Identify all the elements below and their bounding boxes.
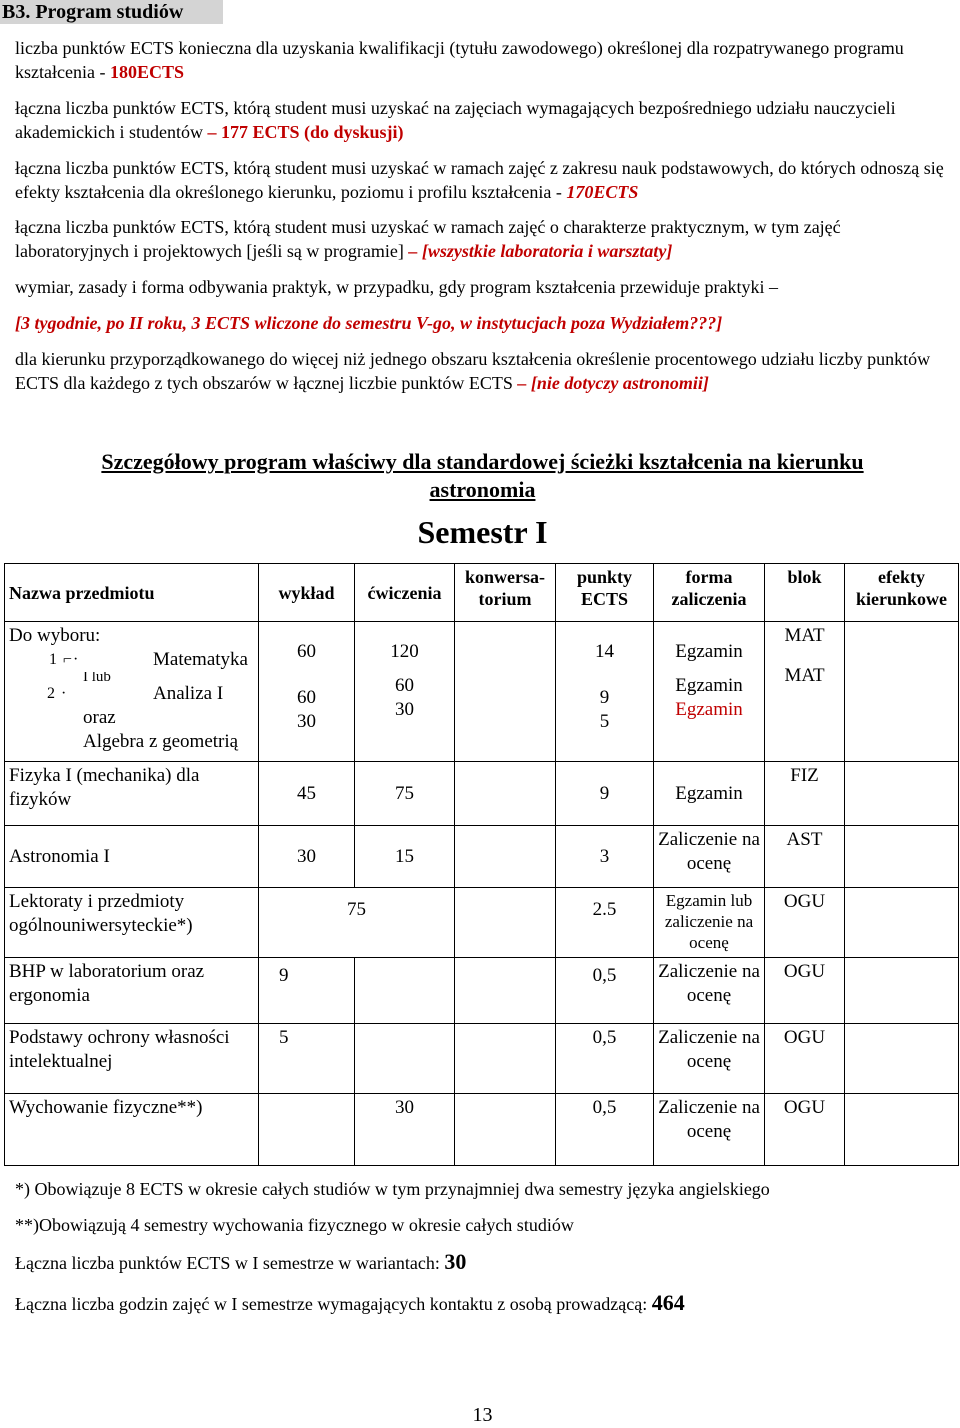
header-cell: ćwiczenia [355,564,455,622]
efekty-cell [845,762,959,826]
konwersatorium-cell [455,826,556,888]
cwiczenia-cell [355,622,455,762]
ects-cell: 0,5 [556,958,654,1024]
table-row [5,888,959,958]
para-text: dla kierunku przyporządkowanego do więcej niż jednego obszaru kształcenia określenie procentowego udziału liczby punktów ECTS dla każdego z tych obszarów w łącznej liczbie punktów ECTS [15,349,931,393]
efekty-cell [845,622,959,762]
total-ects [15,1250,466,1275]
total-hours-label: Łączna liczba godzin zajęć w I semestrze wymagających kontaktu z osobą prowadzącą: [15,1294,652,1314]
konwersatorium-cell [455,888,556,958]
footnote-lektoraty: *) Obowiązuje 8 ECTS w okresie całych studiów w tym przynajmniej dwa semestry języka angielskiego [15,1179,770,1199]
value: MAT [784,665,825,686]
value: Egzamin [675,641,743,662]
header-cell: Nazwa przedmiotu [5,564,259,622]
program-title-line1: Szczegółowy program właściwy dla standardowej ścieżki kształcenia na kierunku [101,449,864,474]
wyklad-cell: 9 [259,958,355,1024]
para-ects-direct [15,96,950,144]
wyklad-cell: 30 [259,826,355,888]
ects-cell [556,622,654,762]
ects-cell: 2.5 [556,888,654,958]
para-practice-detail [15,311,950,335]
total-hours-value: 464 [651,1290,685,1315]
program-table [4,563,959,1166]
para-ects-total [15,36,950,84]
para-text: liczba punktów ECTS konieczna dla uzyskania kwalifikacji (tytułu zawodowego) określonej dla rozpatrywanego programu kształcenia - [15,38,904,82]
total-hours [15,1291,685,1316]
value: 14 [595,641,614,662]
header-cell: wykład [259,564,355,622]
para-red: – [nie dotyczy astronomii] [517,373,709,393]
header-cell: konwersa-torium [455,564,556,622]
efekty-cell [845,1024,959,1094]
forma-cell: Zaliczenie na ocenę [654,1024,765,1094]
wyklad-cell: 5 [259,1024,355,1094]
table-row [5,1094,959,1166]
option-one-icon: 1 ⌐· [49,651,80,668]
wyklad-cell [259,1094,355,1166]
header-cell: blok [765,564,845,622]
para-text: łączna liczba punktów ECTS, którą student musi uzyskać w ramach zajęć o charakterze praktycznym, w tym zajęć laboratoryjnych i projektowych [jeśli są w programie] [15,217,841,261]
subject-name: BHP w laboratorium oraz ergonomia [5,958,259,1024]
option-two-name: Analiza I [153,683,224,704]
para-red: 180ECTS [109,62,184,82]
subject-name: Astronomia I [5,826,259,888]
blok-cell: OGU [765,888,845,958]
wyklad-cell: 45 [259,762,355,826]
cwiczenia-cell: 75 [355,762,455,826]
ects-cell: 0,5 [556,1094,654,1166]
para-text: łączna liczba punktów ECTS, którą student musi uzyskać na zajęciach wymagających bezpośredniego udziału nauczycieli akademickich i studentów [15,98,896,142]
table-row [5,958,959,1024]
cwiczenia-cell: 15 [355,826,455,888]
cwiczenia-cell [355,958,455,1024]
choice-label: Do wyboru: [9,625,101,646]
para-red: 170ECTS [566,182,639,202]
efekty-cell [845,1094,959,1166]
efekty-cell [845,888,959,958]
para-practice [15,275,950,299]
cwiczenia-cell: 30 [355,1094,455,1166]
total-ects-value: 30 [444,1249,467,1274]
choice-cell [5,622,259,762]
value: Egzamin [675,699,743,720]
page-number: 13 [472,1404,493,1426]
option-two-and: oraz [83,707,116,728]
program-title-line2: astronomia [429,477,536,502]
para-ects-practical [15,215,950,263]
subject-name: Podstawy ochrony własności intelektualnej [5,1024,259,1094]
option-two-name2: Algebra z geometrią [83,731,239,752]
blok-cell: OGU [765,1094,845,1166]
value: 60 [297,687,316,708]
para-red: – 177 ECTS (do dyskusji) [207,122,404,142]
konwersatorium-cell [455,958,556,1024]
forma-cell: Egzamin lub zaliczenie na ocenę [654,888,765,958]
forma-cell: Zaliczenie na ocenę [654,826,765,888]
value: 60 [395,675,414,696]
blok-cell: OGU [765,958,845,1024]
konwersatorium-cell [455,762,556,826]
para-areas [15,347,950,395]
forma-cell: Zaliczenie na ocenę [654,958,765,1024]
konwersatorium-cell [455,1024,556,1094]
footnote-wf: **)Obowiązują 4 semestry wychowania fizycznego w okresie całych studiów [15,1215,574,1235]
table-row [5,622,959,762]
wyklad-cell [259,622,355,762]
ects-cell: 9 [556,762,654,826]
subject-name: Fizyka I (mechanika) dla fizyków [5,762,259,826]
subject-name: Wychowanie fizyczne**) [5,1094,259,1166]
para-red: [3 tygodnie, po II roku, 3 ECTS wliczone do semestru V-go, w instytucjach poza Wydziałem???] [15,313,723,333]
efekty-cell [845,826,959,888]
ects-cell: 3 [556,826,654,888]
konwersatorium-cell [455,622,556,762]
table-row [5,762,959,826]
option-one-name: Matematyka [153,649,248,670]
value: 60 [297,641,316,662]
option-or: I lub [83,672,111,682]
value: 30 [297,711,316,732]
option-two-icon: 2 · [47,685,68,702]
value: 9 [599,687,610,708]
table-row [5,1024,959,1094]
header-cell: forma zaliczenia [654,564,765,622]
blok-cell: OGU [765,1024,845,1094]
subject-name: Lektoraty i przedmioty ogólnouniwersyteckie*) [5,888,259,958]
total-ects-label: Łączna liczba punktów ECTS w I semestrze w wariantach: [15,1253,445,1273]
semester-title: Semestr I [417,514,548,550]
value: 120 [390,641,419,662]
para-text: łączna liczba punktów ECTS, którą student musi uzyskać w ramach zajęć z zakresu nauk podstawowych, do których odnoszą się efekty kształcenia dla określonego kierunku, poziomu i profilu kształcenia - [15,158,944,202]
ects-cell: 0,5 [556,1024,654,1094]
blok-cell: AST [765,826,845,888]
forma-cell: Egzamin [654,762,765,826]
para-red: – [wszystkie laboratoria i warsztaty] [408,241,673,261]
value: 5 [599,711,610,732]
program-title [0,448,960,504]
para-ects-basic [15,156,950,204]
value: 30 [395,699,414,720]
section-heading: B3. Program studiów [0,0,223,24]
table-row [5,826,959,888]
efekty-cell [845,958,959,1024]
header-cell: efekty kierunkowe [845,564,959,622]
value: Egzamin [675,675,743,696]
blok-cell [765,622,845,762]
para-text: wymiar, zasady i forma odbywania praktyk, w przypadku, gdy program kształcenia przewiduje praktyki – [15,277,779,297]
value: MAT [784,625,825,646]
header-cell: punkty ECTS [556,564,654,622]
konwersatorium-cell [455,1094,556,1166]
table-header-row [5,564,959,622]
blok-cell: FIZ [765,762,845,826]
forma-cell: Zaliczenie na ocenę [654,1094,765,1166]
cwiczenia-cell [355,1024,455,1094]
forma-cell [654,622,765,762]
cwiczenia-cell: 75 [259,888,455,958]
